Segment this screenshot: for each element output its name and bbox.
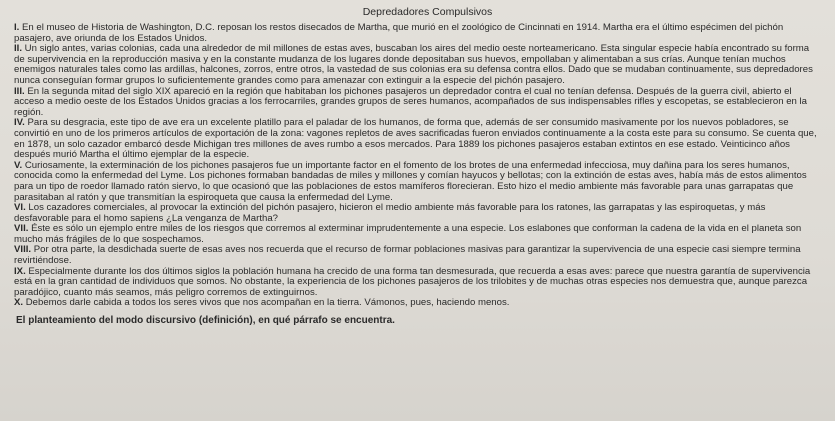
paragraph-10 [14,298,821,309]
paragraph-number: X. [14,297,24,309]
paragraph-number: V. [14,159,23,171]
paragraph-text: Los cazadores comerciales, al provocar la extinción del pichón pasajero, hicieron el medio ambiente más favorable para los ratones, las garrapatas y las espiroquetas, y más desfavorable para el homo sapiens ¿La venganza de Martha? [14,202,766,224]
paragraph-number: IX. [14,265,26,277]
paragraph-number: I. [14,22,20,33]
paragraph-number: II. [14,43,22,55]
paragraph-number: III. [14,85,25,97]
paragraph-number: VI. [14,202,26,214]
paragraph-text: Éste es sólo un ejemplo entre miles de los riesgos que corremos al exterminar imprudentemente a una especie. Los eslabones que conforman la cadena de la vida en el planeta son mucho más frágiles de lo que sospechamos. [14,223,802,245]
paragraph-2 [14,44,821,86]
question-prompt: El planteamiento del modo discursivo (definición), en qué párrafo se encuentra. [16,315,395,327]
paragraph-text: En la segunda mitad del siglo XIX apareció en la región que habitaban los pichones pasajeros un depredador contra el cual no tenían defensa. Después de la guerra civil, abierto el acceso a medio oeste de los Estados Unidos gracias a los ferrocarriles, grandes grupos de seres humanos, acompañados de sus indispensables rifles y escopetas, se establecieron en la región. [14,85,807,118]
document-title: Depredadores Compulsivos [362,6,493,18]
paragraph-4 [14,118,821,160]
paragraph-number: VII. [14,223,29,235]
paragraph-text: Especialmente durante los dos últimos siglos la población humana ha crecido de una forma tan desmesurada, que recuerda a esas aves: parece que nuestra garantía de supervivencia está en la gran cantidad de individuos que somos. No obstante, la experiencia de los pichones pasajeros de los trilobites y de muchas otras especies nos demuestra que, aunque parezca paradójico, cuanto más seamos, más peligro corremos de extinguirnos. [14,265,811,298]
paragraph-9 [14,267,821,299]
paragraph-text: Curiosamente, la exterminación de los pichones pasajeros fue un importante factor en el fomento de los brotes de una enfermedad infecciosa, muy dañina para los seres humanos, conocida como la enfermedad del Lyme. Los pichones formaban bandadas de miles y millones y comían hayucos y bellotas; con la extinción de estas aves, había más de estos alimentos para un tipo de roedor llamado ratón siervo, lo que ocasionó que las poblaciones de estos mamíferos florecieran. Esto hizo el medio ambiente más favorable para unas garrapatas que parasitaban al ratón y que transmitían la espiroqueta que causa la enfermedad del Lyme. [14,159,807,203]
paragraph-text: En el museo de Historia de Washington, D.C. reposan los restos disecados de Martha, que murió en el zoológico de Cincinnati en 1914. Martha era el último espécimen del pichón pasajero, ave oriunda de los Estados Unidos. [14,22,784,44]
paragraph-8 [14,245,821,266]
paragraph-text: Para su desgracia, este tipo de ave era un excelente platillo para el paladar de los humanos, de forma que, además de ser consumido masivamente por los nuevos pobladores, se convirtió en uno de los primeros artículos de exportación de la zona: vagones repletos de aves sacrificadas fueron enviados continuamente a la costa este para su consumo. Se cuenta que, en 1878, un solo cazador embarcó desde Michigan tres millones de aves rumbo a esos mercados. Para 1889 los pichones pasajeros estaban extintos en ese estado. Veinticinco años después murió Martha el último ejemplar de la especie. [14,117,817,161]
paragraph-3 [14,87,821,119]
paragraph-text: Un siglo antes, varias colonias, cada una alrededor de mil millones de estas aves, buscaban los aires del medio oeste norteamericano. Esta singular especie había encontrado su forma de supervivencia en la reproducción masiva y en la constante mudanza de los lugares donde depositaban sus huevos, empollaban y alimentaban a sus crías. Aunque tenían muchos enemigos naturales tales como las ardillas, halcones, zorros, entre otros, la vastedad de sus colonias era su defensa contra ellos. Dado que se mudaban continuamente, sus depredadores nunca conseguían formar grupos lo suficientemente grandes como para amenazar con extinguir a la especie del pichón pasajero. [14,43,813,86]
paragraph-6 [14,203,821,224]
paragraph-text: Debemos darle cabida a todos los seres vivos que nos acompañan en la tierra. Vámonos, pues, haciendo menos. [23,297,510,309]
paragraph-number: IV. [14,117,25,129]
paragraph-number: VIII. [14,244,32,256]
paragraph-text: Por otra parte, la desdichada suerte de esas aves nos recuerda que el recurso de formar poblaciones masivas para garantizar la supervivencia de una especie casi siempre termina revirtiéndose. [14,244,801,267]
paragraph-5 [14,161,821,203]
paragraph-7 [14,224,821,245]
paragraph-1 [14,23,821,44]
